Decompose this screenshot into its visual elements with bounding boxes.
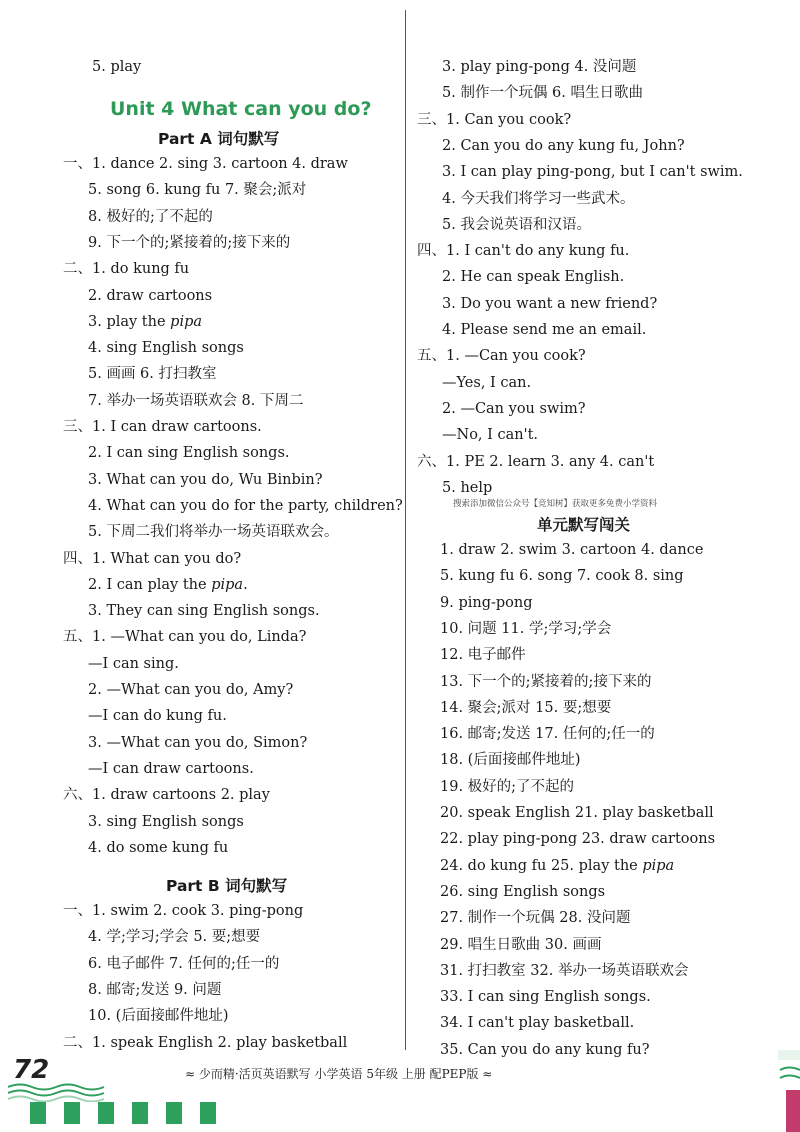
answer-line: 三、1. Can you cook? bbox=[417, 111, 572, 128]
answer-line: 3. —What can you do, Simon? bbox=[88, 734, 308, 751]
answer-line: 8. 极好的;了不起的 bbox=[88, 208, 213, 225]
answer-line: 3. play the pipa bbox=[88, 313, 203, 330]
green-bar bbox=[64, 1102, 80, 1124]
answer-line: 2. draw cartoons bbox=[88, 287, 213, 304]
answer-line: 4. What can you do for the party, children? bbox=[88, 497, 403, 514]
footer-text: ≈ 少而精·活页英语默写 小学英语 5年级 上册 配PEP版 ≈ bbox=[185, 1067, 493, 1081]
answer-line: 四、1. What can you do? bbox=[63, 550, 242, 567]
answer-line: 2. —What can you do, Amy? bbox=[88, 682, 294, 698]
answer-line: 5. 我会说英语和汉语。 bbox=[442, 216, 591, 233]
answer-line: 3. Do you want a new friend? bbox=[442, 295, 658, 312]
answer-line: 4. 学;学习;学会 5. 要;想要 bbox=[88, 929, 261, 946]
green-bars-decoration bbox=[30, 1102, 216, 1124]
answer-line: 4. Please send me an email. bbox=[442, 322, 647, 338]
answer-line: 六、1. PE 2. learn 3. any 4. can't bbox=[417, 453, 655, 470]
answer-line: 4. do some kung fu bbox=[88, 839, 229, 856]
answer-line: 8. 邮寄;发送 9. 问题 bbox=[88, 981, 222, 998]
answer-line: 16. 邮寄;发送 17. 任何的;任一的 bbox=[440, 726, 655, 743]
answer-line: 三、1. I can draw cartoons. bbox=[63, 419, 262, 435]
answer-line: 五、1. —What can you do, Linda? bbox=[63, 629, 307, 646]
answer-line: 22. play ping-pong 23. draw cartoons bbox=[440, 831, 716, 848]
green-bar bbox=[132, 1102, 148, 1124]
answer-line: 一、1. dance 2. sing 3. cartoon 4. draw bbox=[63, 156, 348, 172]
answer-line: 29. 唱生日歌曲 30. 画画 bbox=[440, 936, 602, 953]
answer-line: 19. 极好的;了不起的 bbox=[440, 778, 575, 795]
answer-line: —No, I can't. bbox=[442, 427, 538, 444]
part-a-title: Part A 词句默写 bbox=[158, 130, 280, 148]
wave-decoration bbox=[8, 1082, 108, 1102]
part-b-title: Part B 词句默写 bbox=[166, 877, 288, 895]
answer-line: 2. He can speak English. bbox=[442, 269, 625, 286]
answer-line: —I can do kung fu. bbox=[88, 708, 227, 725]
answer-line: 6. 电子邮件 7. 任何的;任一的 bbox=[88, 955, 280, 972]
answer-line: —I can draw cartoons. bbox=[88, 760, 254, 777]
green-bar bbox=[98, 1102, 114, 1124]
answer-line: —Yes, I can. bbox=[442, 374, 532, 391]
edge-decoration bbox=[778, 1050, 800, 1132]
answer-line: 31. 打扫教室 32. 举办一场英语联欢会 bbox=[440, 962, 689, 979]
page-number: 72 bbox=[13, 1055, 50, 1085]
answer-line: 5. play bbox=[92, 59, 142, 75]
answer-line: 3. sing English songs bbox=[88, 813, 244, 830]
wechat-note: 搜索添加微信公众号【竞知树】获取更多免费小学资料 bbox=[453, 499, 658, 509]
answer-line: 33. I can sing English songs. bbox=[440, 989, 651, 1006]
answer-line: 7. 举办一场英语联欢会 8. 下周二 bbox=[88, 392, 304, 409]
answer-line: 5. kung fu 6. song 7. cook 8. sing bbox=[440, 568, 684, 585]
answer-line: 1. draw 2. swim 3. cartoon 4. dance bbox=[440, 542, 704, 558]
answer-line: 26. sing English songs bbox=[440, 883, 606, 900]
answer-line: 34. I can't play basketball. bbox=[440, 1015, 635, 1032]
answer-line: 五、1. —Can you cook? bbox=[417, 348, 586, 365]
green-bar bbox=[30, 1102, 46, 1124]
answer-line: 4. sing English songs bbox=[88, 340, 244, 357]
answer-line: 27. 制作一个玩偶 28. 没问题 bbox=[440, 910, 631, 927]
answer-line: 35. Can you do any kung fu? bbox=[440, 1041, 650, 1058]
unit-title: Unit 4 What can you do? bbox=[110, 98, 372, 120]
answer-line: 2. Can you do any kung fu, John? bbox=[442, 137, 685, 154]
answer-line: 18. (后面接邮件地址) bbox=[440, 752, 581, 769]
answer-line: 10. 问题 11. 学;学习;学会 bbox=[440, 620, 612, 637]
answer-line: —I can sing. bbox=[88, 655, 179, 672]
answer-line: 5. song 6. kung fu 7. 聚会;派对 bbox=[88, 182, 307, 199]
answer-line: 二、1. speak English 2. play basketball bbox=[63, 1034, 348, 1051]
answer-line: 13. 下一个的;紧接着的;接下来的 bbox=[440, 673, 652, 690]
answer-line: 20. speak English 21. play basketball bbox=[440, 805, 714, 821]
answer-line: 3. They can sing English songs. bbox=[88, 603, 320, 620]
answer-line: 3. I can play ping-pong, but I can't swim. bbox=[442, 164, 743, 181]
unit-test-title: 单元默写闯关 bbox=[537, 516, 631, 534]
answer-line: 2. —Can you swim? bbox=[442, 400, 586, 417]
answer-line: 二、1. do kung fu bbox=[63, 261, 190, 278]
answer-line: 四、1. I can't do any kung fu. bbox=[417, 243, 630, 260]
answer-line: 14. 聚会;派对 15. 要;想要 bbox=[440, 699, 612, 716]
answer-line: 5. 画画 6. 打扫教室 bbox=[88, 366, 217, 383]
answer-line: 2. I can sing English songs. bbox=[88, 445, 290, 462]
answer-line: 3. What can you do, Wu Binbin? bbox=[88, 471, 323, 488]
answer-line: 5. 下周二我们将举办一场英语联欢会。 bbox=[88, 524, 339, 541]
answer-line: 3. play ping-pong 4. 没问题 bbox=[442, 59, 637, 75]
answer-line: 12. 电子邮件 bbox=[440, 647, 526, 664]
answer-line: 10. (后面接邮件地址) bbox=[88, 1008, 229, 1025]
green-bar bbox=[200, 1102, 216, 1124]
green-bar bbox=[166, 1102, 182, 1124]
answer-line: 5. help bbox=[442, 479, 493, 496]
answer-line: 9. 下一个的;紧接着的;接下来的 bbox=[88, 234, 291, 251]
answer-line: 9. ping-pong bbox=[440, 594, 533, 611]
answer-line: 24. do kung fu 25. play the pipa bbox=[440, 857, 675, 874]
answer-line: 5. 制作一个玩偶 6. 唱生日歌曲 bbox=[442, 85, 643, 102]
answer-line: 4. 今天我们将学习一些武术。 bbox=[442, 190, 635, 207]
answer-line: 一、1. swim 2. cook 3. ping-pong bbox=[63, 903, 304, 919]
column-divider bbox=[405, 10, 406, 1050]
answer-line: 2. I can play the pipa. bbox=[88, 576, 248, 593]
answer-line: 六、1. draw cartoons 2. play bbox=[63, 787, 270, 804]
